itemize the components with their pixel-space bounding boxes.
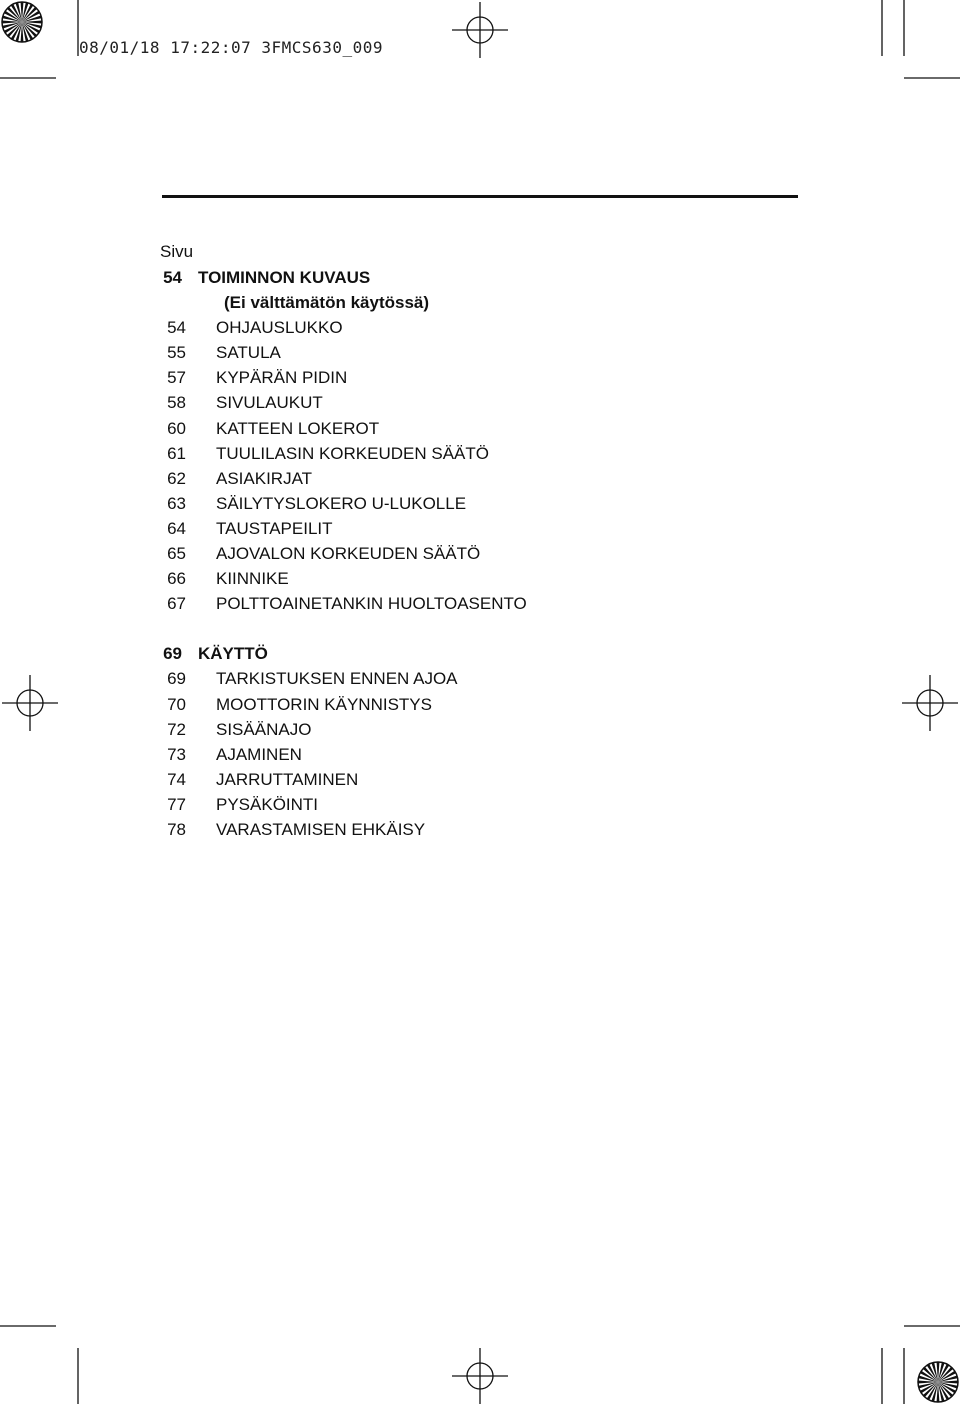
entry-label: AJOVALON KORKEUDEN SÄÄTÖ (216, 544, 481, 564)
page-number: 57 (167, 368, 186, 388)
crosshair-icon (2, 675, 58, 731)
entry-label: VARASTAMISEN EHKÄISY (216, 819, 426, 839)
crosshair-icon (902, 675, 958, 731)
section-subtitle: (Ei välttämätön käytössä) (224, 293, 430, 313)
page-number: 65 (167, 544, 186, 564)
toc-entry (160, 441, 800, 466)
page-number: 58 (167, 393, 186, 413)
toc-entry (160, 742, 800, 767)
entry-label: OHJAUSLUKKO (216, 318, 343, 338)
page-number: 63 (167, 493, 186, 513)
section-subtitle-row (160, 290, 800, 315)
toc-entry (160, 767, 800, 792)
entry-label: TARKISTUKSEN ENNEN AJOA (216, 669, 458, 689)
entry-label: SATULA (216, 343, 281, 363)
section-heading (160, 641, 800, 666)
page-number: 60 (167, 418, 186, 438)
entry-label: POLTTOAINETANKIN HUOLTOASENTO (216, 594, 527, 614)
entry-label: KYPÄRÄN PIDIN (216, 368, 348, 388)
page-number: 66 (167, 569, 186, 589)
registration-target-icon (2, 2, 42, 42)
entry-label: KIINNIKE (216, 569, 289, 589)
toc-entry (160, 390, 800, 415)
print-slug: 08/01/18 17:22:07 3FMCS630_009 (79, 38, 383, 57)
page-number: 74 (167, 769, 186, 789)
entry-label: TUULILASIN KORKEUDEN SÄÄTÖ (216, 443, 490, 463)
section-title: TOIMINNON KUVAUS (198, 268, 371, 287)
crosshair-icon (452, 2, 508, 58)
toc-entry (160, 315, 800, 340)
entry-label: SÄILYTYSLOKERO U-LUKOLLE (216, 493, 467, 513)
entry-label: KATTEEN LOKEROT (216, 418, 380, 438)
page-number: 61 (167, 443, 186, 463)
page-number: 69 (167, 669, 186, 689)
entry-label: TAUSTAPEILIT (216, 518, 333, 538)
page-number: 77 (167, 794, 186, 814)
toc-entry (160, 717, 800, 742)
toc-section (160, 265, 800, 616)
entry-label: AJAMINEN (216, 744, 302, 764)
page-number: 62 (167, 468, 186, 488)
entry-label: MOOTTORIN KÄYNNISTYS (216, 694, 432, 714)
page-number: 78 (167, 819, 186, 839)
toc-entry (160, 817, 800, 842)
toc-entry (160, 591, 800, 616)
toc-entry (160, 365, 800, 390)
registration-target-icon (918, 1362, 958, 1402)
entry-label: PYSÄKÖINTI (216, 794, 319, 814)
header-rule (162, 195, 798, 198)
page-number: 67 (167, 594, 186, 614)
toc-entry (160, 466, 800, 491)
section-heading (160, 265, 800, 290)
page-number: 54 (163, 268, 182, 287)
page-number: 64 (167, 518, 186, 538)
page-number: 72 (167, 719, 186, 739)
crosshair-icon (452, 1348, 508, 1404)
toc-entry (160, 666, 800, 691)
toc-entry (160, 516, 800, 541)
entry-label: JARRUTTAMINEN (216, 769, 359, 789)
page-number: 69 (163, 644, 182, 664)
toc-entry (160, 491, 800, 516)
toc-entry (160, 792, 800, 817)
page-number: 73 (167, 744, 186, 764)
toc-entry (160, 541, 800, 566)
toc-entry (160, 692, 800, 717)
page-number: 70 (167, 694, 186, 714)
toc-entry (160, 340, 800, 365)
table-of-contents (160, 240, 800, 867)
section-title: KÄYTTÖ (198, 644, 268, 664)
page-column-label: Sivu (160, 242, 194, 261)
toc-entry (160, 416, 800, 441)
toc-section (160, 641, 800, 842)
toc-entry (160, 566, 800, 591)
entry-label: SIVULAUKUT (216, 393, 323, 413)
entry-label: ASIAKIRJAT (216, 468, 313, 488)
page-number: 55 (167, 343, 186, 363)
page-number: 54 (167, 318, 186, 338)
entry-label: SISÄÄNAJO (216, 719, 312, 739)
